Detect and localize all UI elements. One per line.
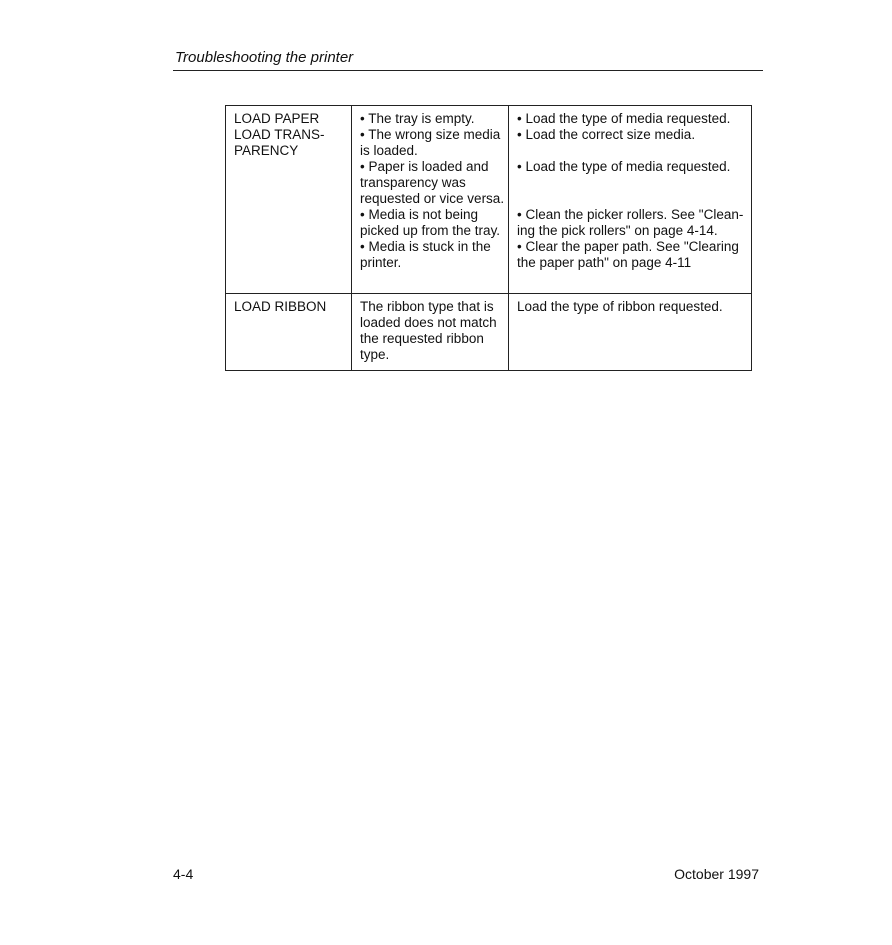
action-spacer — [517, 191, 743, 207]
action-line: ing the pick rollers" on page 4-14. — [517, 223, 718, 238]
action-cell — [509, 106, 752, 294]
cause-line: • Media is stuck in the — [360, 239, 491, 254]
cause-line: type. — [360, 347, 390, 362]
cause-cell — [352, 106, 509, 294]
cause-line: • Paper is loaded and — [360, 159, 489, 174]
action-cell — [509, 294, 752, 371]
cause-line: • Media is not being — [360, 207, 479, 222]
cause-line: is loaded. — [360, 143, 418, 158]
cause-line: The ribbon type that is — [360, 299, 494, 314]
footer-date: October 1997 — [674, 866, 759, 882]
action-line: • Clear the paper path. See "Clearing — [517, 239, 739, 254]
header-rule — [173, 70, 763, 71]
cause-line: loaded does not match — [360, 315, 497, 330]
message-line: PARENCY — [234, 143, 299, 158]
cause-line: transparency was — [360, 175, 466, 190]
action-line: Load the type of ribbon requested. — [517, 299, 723, 314]
message-cell — [226, 106, 352, 294]
message-line: LOAD PAPER — [234, 111, 320, 126]
action-line: • Load the correct size media. — [517, 127, 696, 142]
cause-line: picked up from the tray. — [360, 223, 501, 238]
cause-line: • The tray is empty. — [360, 111, 475, 126]
cause-line: the requested ribbon — [360, 331, 484, 346]
page-number: 4-4 — [173, 866, 194, 882]
cause-line: • The wrong size media — [360, 127, 501, 142]
troubleshooting-table — [225, 105, 752, 371]
table-row — [226, 294, 752, 371]
message-cell — [226, 294, 352, 371]
message-line: LOAD RIBBON — [234, 299, 327, 314]
action-line: • Clean the picker rollers. See "Clean- — [517, 207, 744, 222]
cause-line: requested or vice versa. — [360, 191, 505, 206]
action-line: • Load the type of media requested. — [517, 111, 731, 126]
action-spacer — [517, 143, 743, 159]
message-line: LOAD TRANS- — [234, 127, 325, 142]
table-row — [226, 106, 752, 294]
action-line: • Load the type of media requested. — [517, 159, 731, 174]
action-line: the paper path" on page 4-11 — [517, 255, 692, 270]
cause-line: printer. — [360, 255, 402, 270]
running-header-title: Troubleshooting the printer — [175, 49, 354, 66]
cause-cell — [352, 294, 509, 371]
action-spacer — [517, 175, 743, 191]
